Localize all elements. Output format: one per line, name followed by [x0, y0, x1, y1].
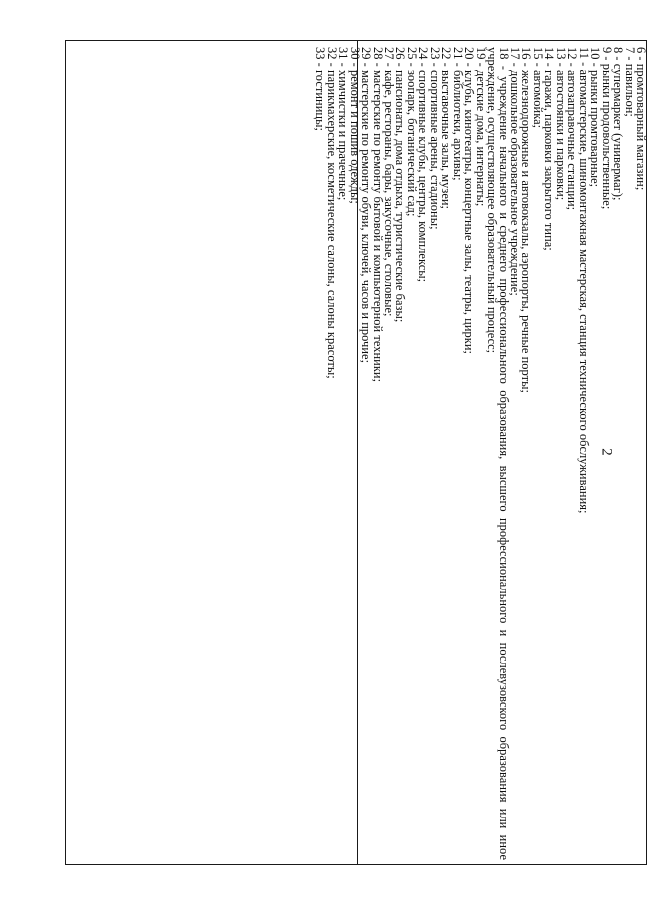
list-item: 21 - библиотеки, архивы;	[450, 47, 465, 181]
list-item: 15 - автомойка;	[530, 47, 545, 129]
list-item: 16 - железнодорожные и автовокзалы, аэропорты, речные порты;	[519, 47, 534, 393]
list-item: 33 - гостиницы;	[313, 47, 328, 131]
list-item: 10 - рынки промтоварные;	[588, 47, 603, 188]
list-item: 29 - мастерские по ремонту обуви, ключей, часов и прочие;	[359, 47, 374, 364]
list-item: 12 - автозаправочные станции;	[565, 47, 580, 211]
objects-list-cell	[313, 41, 648, 864]
list-item: 24 - спортивные клубы, центры, комплексы;	[416, 47, 431, 283]
list-item: 26 - пансионаты, дома отдыха, туристические базы;	[393, 47, 408, 323]
list-item: 20 - клубы, кинотеатры, концертные залы, театры, цирки;	[462, 47, 477, 354]
list-item: 30 - ремонт и пошив одежды;	[347, 47, 362, 204]
page-number: 2	[598, 448, 615, 456]
list-item: 9 - рынки продовольственные;	[599, 47, 614, 210]
list-item: 17 - дошкольное образовательное учреждение;	[508, 47, 523, 296]
list-item: 11 - автомастерские, шиномонтажная мастерская, станция технического обслуживания;	[576, 47, 591, 514]
list-item: 32 - парикмахерские, косметические салоны, салоны красоты;	[324, 47, 339, 379]
document-table	[65, 40, 647, 865]
list-item: 13 - автостоянки и парковки;	[553, 47, 568, 201]
list-item: 27 - кафе, рестораны, бары, закусочные, столовые;	[382, 47, 397, 317]
list-item: 25 - зоопарк, ботанический сад;	[404, 47, 419, 217]
list-item: 8 - супермаркет (универмаг);	[611, 47, 626, 201]
empty-cell	[64, 41, 362, 864]
list-item: 23 - спортивные арены, стадионы;	[427, 47, 442, 230]
list-item: 28 - мастерские по ремонту бытовой и компьютерной техники;	[370, 47, 385, 383]
list-item: 19 - детские дома, интернаты;	[473, 47, 488, 207]
list-item: 14 - гаражи, парковки закрытого типа;	[542, 47, 557, 251]
list-item: 6 - промтоварный магазин;	[634, 47, 648, 191]
table-rotated-content	[65, 40, 647, 865]
list-item: 7 - павильон;	[622, 47, 637, 117]
list-item: 31 - химчистки и прачечные;	[336, 47, 351, 201]
list-item: 22 - выставочные залы, музеи;	[439, 47, 454, 210]
list-item: 18 - учреждение начального и среднего профессионального образования, высшего профессионального и послевузовского образования или иное учреждение, осуществляющее образовательный процесс;	[485, 47, 511, 860]
